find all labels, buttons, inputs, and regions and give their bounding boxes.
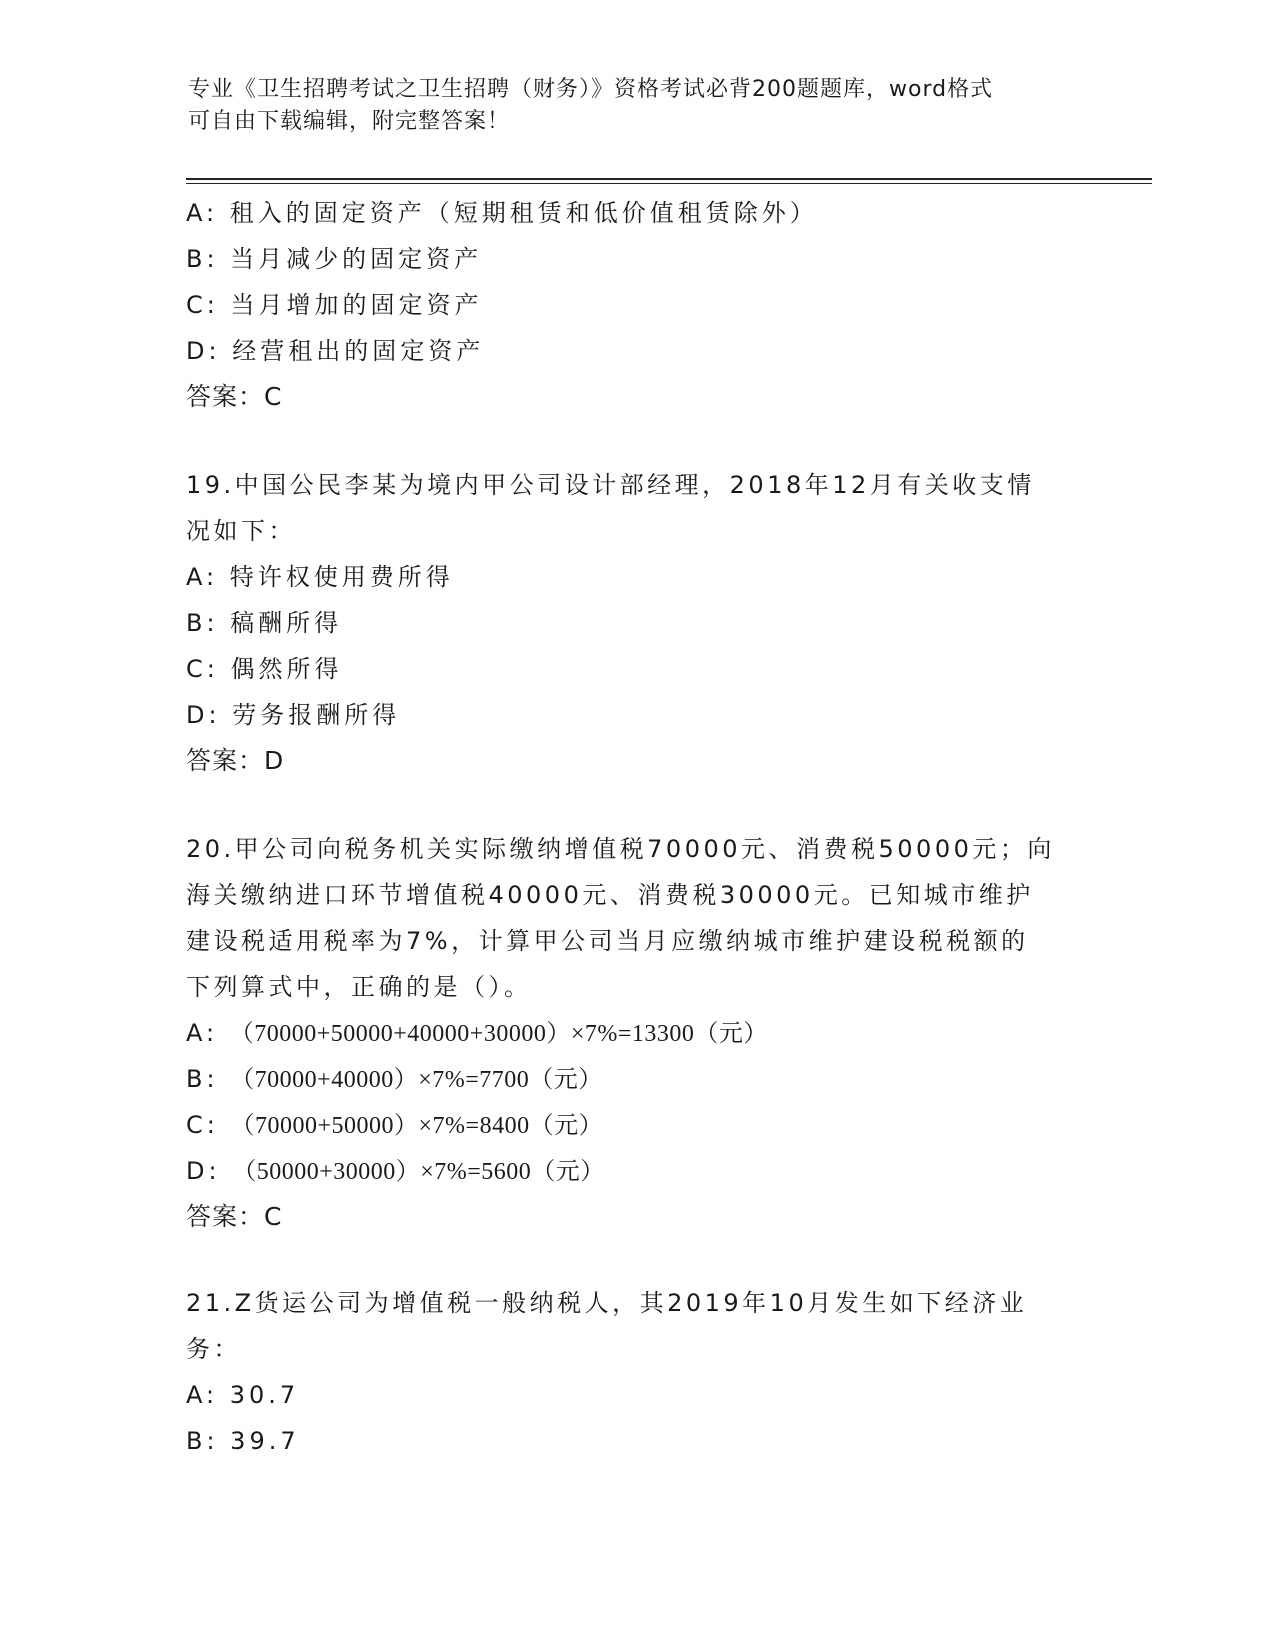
header-rule-thin [186,183,1152,184]
question-list [186,190,1086,1464]
header-line-2: 可自由下载编辑，附完整答案！ [188,109,511,134]
option-d: D: 劳务报酬所得 [186,701,401,729]
option-text: （70000+50000）×7%=8400（元） [230,1113,604,1139]
option-c: C: 当月增加的固定资产 [186,291,483,319]
header-rule-thick [186,178,1152,180]
option-b: B: 当月减少的固定资产 [186,245,483,273]
option-d [186,1148,1086,1194]
answer: 答案：D [186,746,285,775]
question-stem-line-2: 务： [186,1335,241,1363]
answer: 答案：C [186,382,283,411]
option-a: A: 30.7 [186,1381,300,1409]
question-stem-line-3: 建设税适用税率为7%，计算甲公司当月应缴纳城市维护建设税税额的 [186,927,1029,955]
question-21 [186,1280,1086,1464]
question-stem-line-2: 海关缴纳进口环节增值税40000元、消费税30000元。已知城市维护 [186,881,1034,909]
option-label: C: [186,1111,231,1139]
option-d: D: 经营租出的固定资产 [186,337,485,365]
question-stem-line-1: 19.中国公民李某为境内甲公司设计部经理，2018年12月有关收支情 [186,471,1035,499]
option-text: （50000+30000）×7%=5600（元） [232,1159,605,1185]
question-20 [186,826,1086,1240]
question-19 [186,462,1086,784]
option-label: D: [186,1157,233,1185]
option-label: A: [186,1019,230,1047]
option-a: A: 特许权使用费所得 [186,563,454,591]
header-line-1: 专业《卫生招聘考试之卫生招聘（财务）》资格考试必背200题题库，word格式 [188,77,994,102]
option-b [186,1056,1086,1102]
question-18 [186,190,1086,420]
option-b: B: 39.7 [186,1427,300,1455]
option-text: （70000+50000+40000+30000）×7%=13300（元） [229,1021,768,1047]
question-stem-line-2: 况如下： [186,517,296,545]
option-a: A: 租入的固定资产（短期租赁和低价值租赁除外） [186,199,818,227]
question-stem-line-1: 20.甲公司向税务机关实际缴纳增值税70000元、消费税50000元；向 [186,835,1055,863]
option-c [186,1102,1086,1148]
option-c: C: 偶然所得 [186,655,343,683]
option-a [186,1010,1086,1056]
question-stem-line-4: 下列算式中，正确的是（）。 [186,973,532,1001]
option-label: B: [186,1065,231,1093]
option-b: B: 稿酬所得 [186,609,343,637]
answer: 答案：C [186,1202,283,1231]
option-text: （70000+40000）×7%=7700（元） [230,1067,603,1093]
document-header [188,74,1068,138]
question-stem-line-1: 21.Z货运公司为增值税一般纳税人，其2019年10月发生如下经济业 [186,1289,1028,1317]
